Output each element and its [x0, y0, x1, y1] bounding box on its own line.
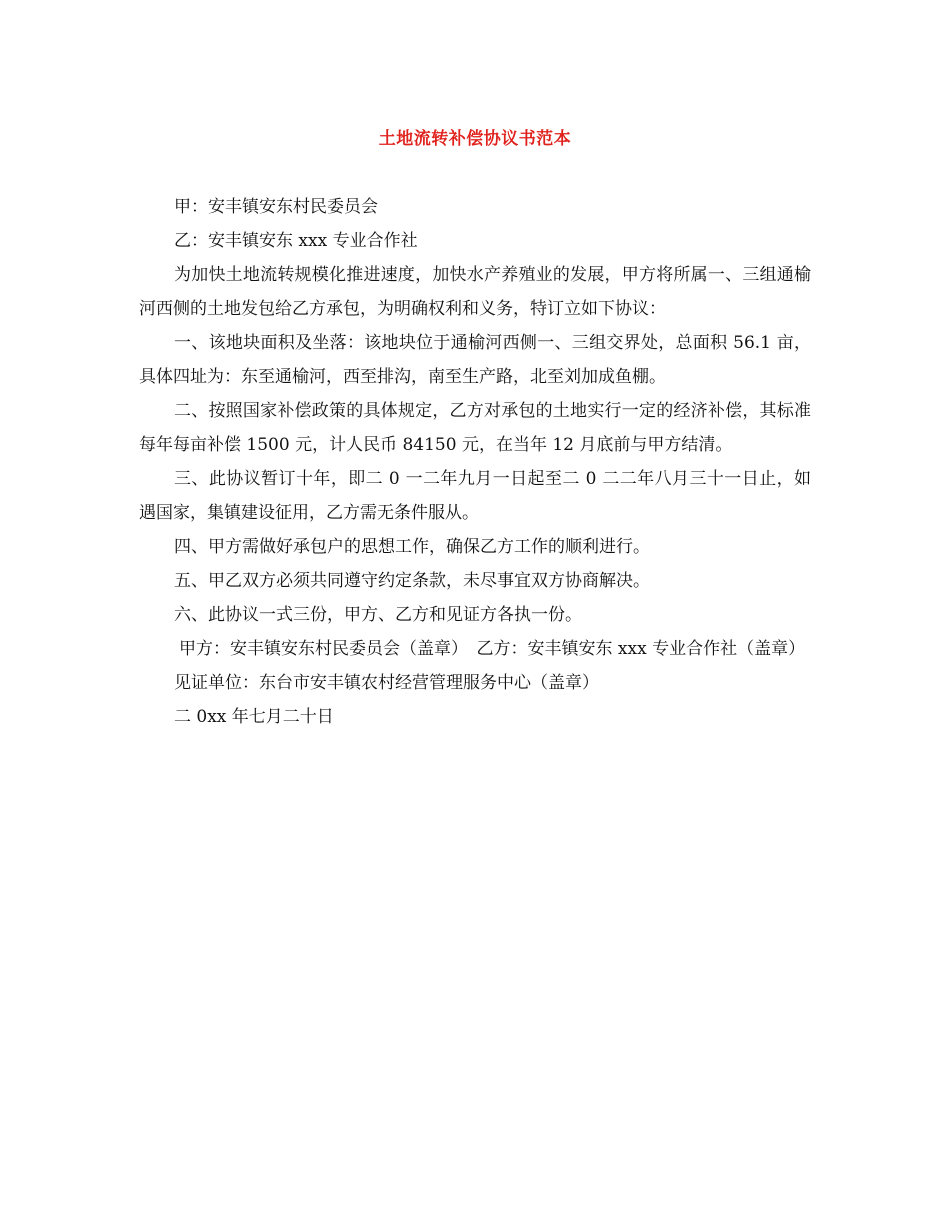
preamble-paragraph: 为加快土地流转规模化推进速度，加快水产养殖业的发展，甲方将所属一、三组通榆河西侧的土地发包给乙方承包，为明确权利和义务，特订立如下协议：	[139, 265, 811, 319]
witness-line: 见证单位：东台市安丰镇农村经营管理服务中心（盖章）	[174, 673, 599, 693]
document-title: 土地流转补偿协议书范本	[378, 129, 572, 149]
clause-2: 二、按照国家补偿政策的具体规定，乙方对承包的土地实行一定的经济补偿，其标准每年每亩补偿 1500 元，计人民币 84150 元，在当年 12 月底前与甲方结清。	[139, 401, 811, 455]
clause-1: 一、该地块面积及坐落：该地块位于通榆河西侧一、三组交界处，总面积 56.1 亩，具体四址为：东至通榆河，西至排沟，南至生产路，北至刘加成鱼棚。	[139, 333, 811, 387]
clause-3: 三、此协议暂订十年，即二 0 一二年九月一日起至二 0 二二年八月三十一日止，如遇国家，集镇建设征用，乙方需无条件服从。	[139, 469, 811, 523]
document-body	[139, 190, 811, 734]
clause-4: 四、甲方需做好承包户的思想工作，确保乙方工作的顺利进行。	[174, 537, 650, 557]
party-b-line: 乙：安丰镇安东 xxx 专业合作社	[174, 231, 418, 251]
clause-5: 五、甲乙双方必须共同遵守约定条款，未尽事宜双方协商解决。	[174, 571, 650, 591]
signature-line: 甲方：安丰镇安东村民委员会（盖章） 乙方：安丰镇安东 xxx 专业合作社（盖章）	[179, 639, 806, 659]
clause-6: 六、此协议一式三份，甲方、乙方和见证方各执一份。	[174, 605, 582, 625]
party-a-line: 甲：安丰镇安东村民委员会	[174, 197, 378, 217]
date-line: 二 0xx 年七月二十日	[174, 707, 334, 727]
